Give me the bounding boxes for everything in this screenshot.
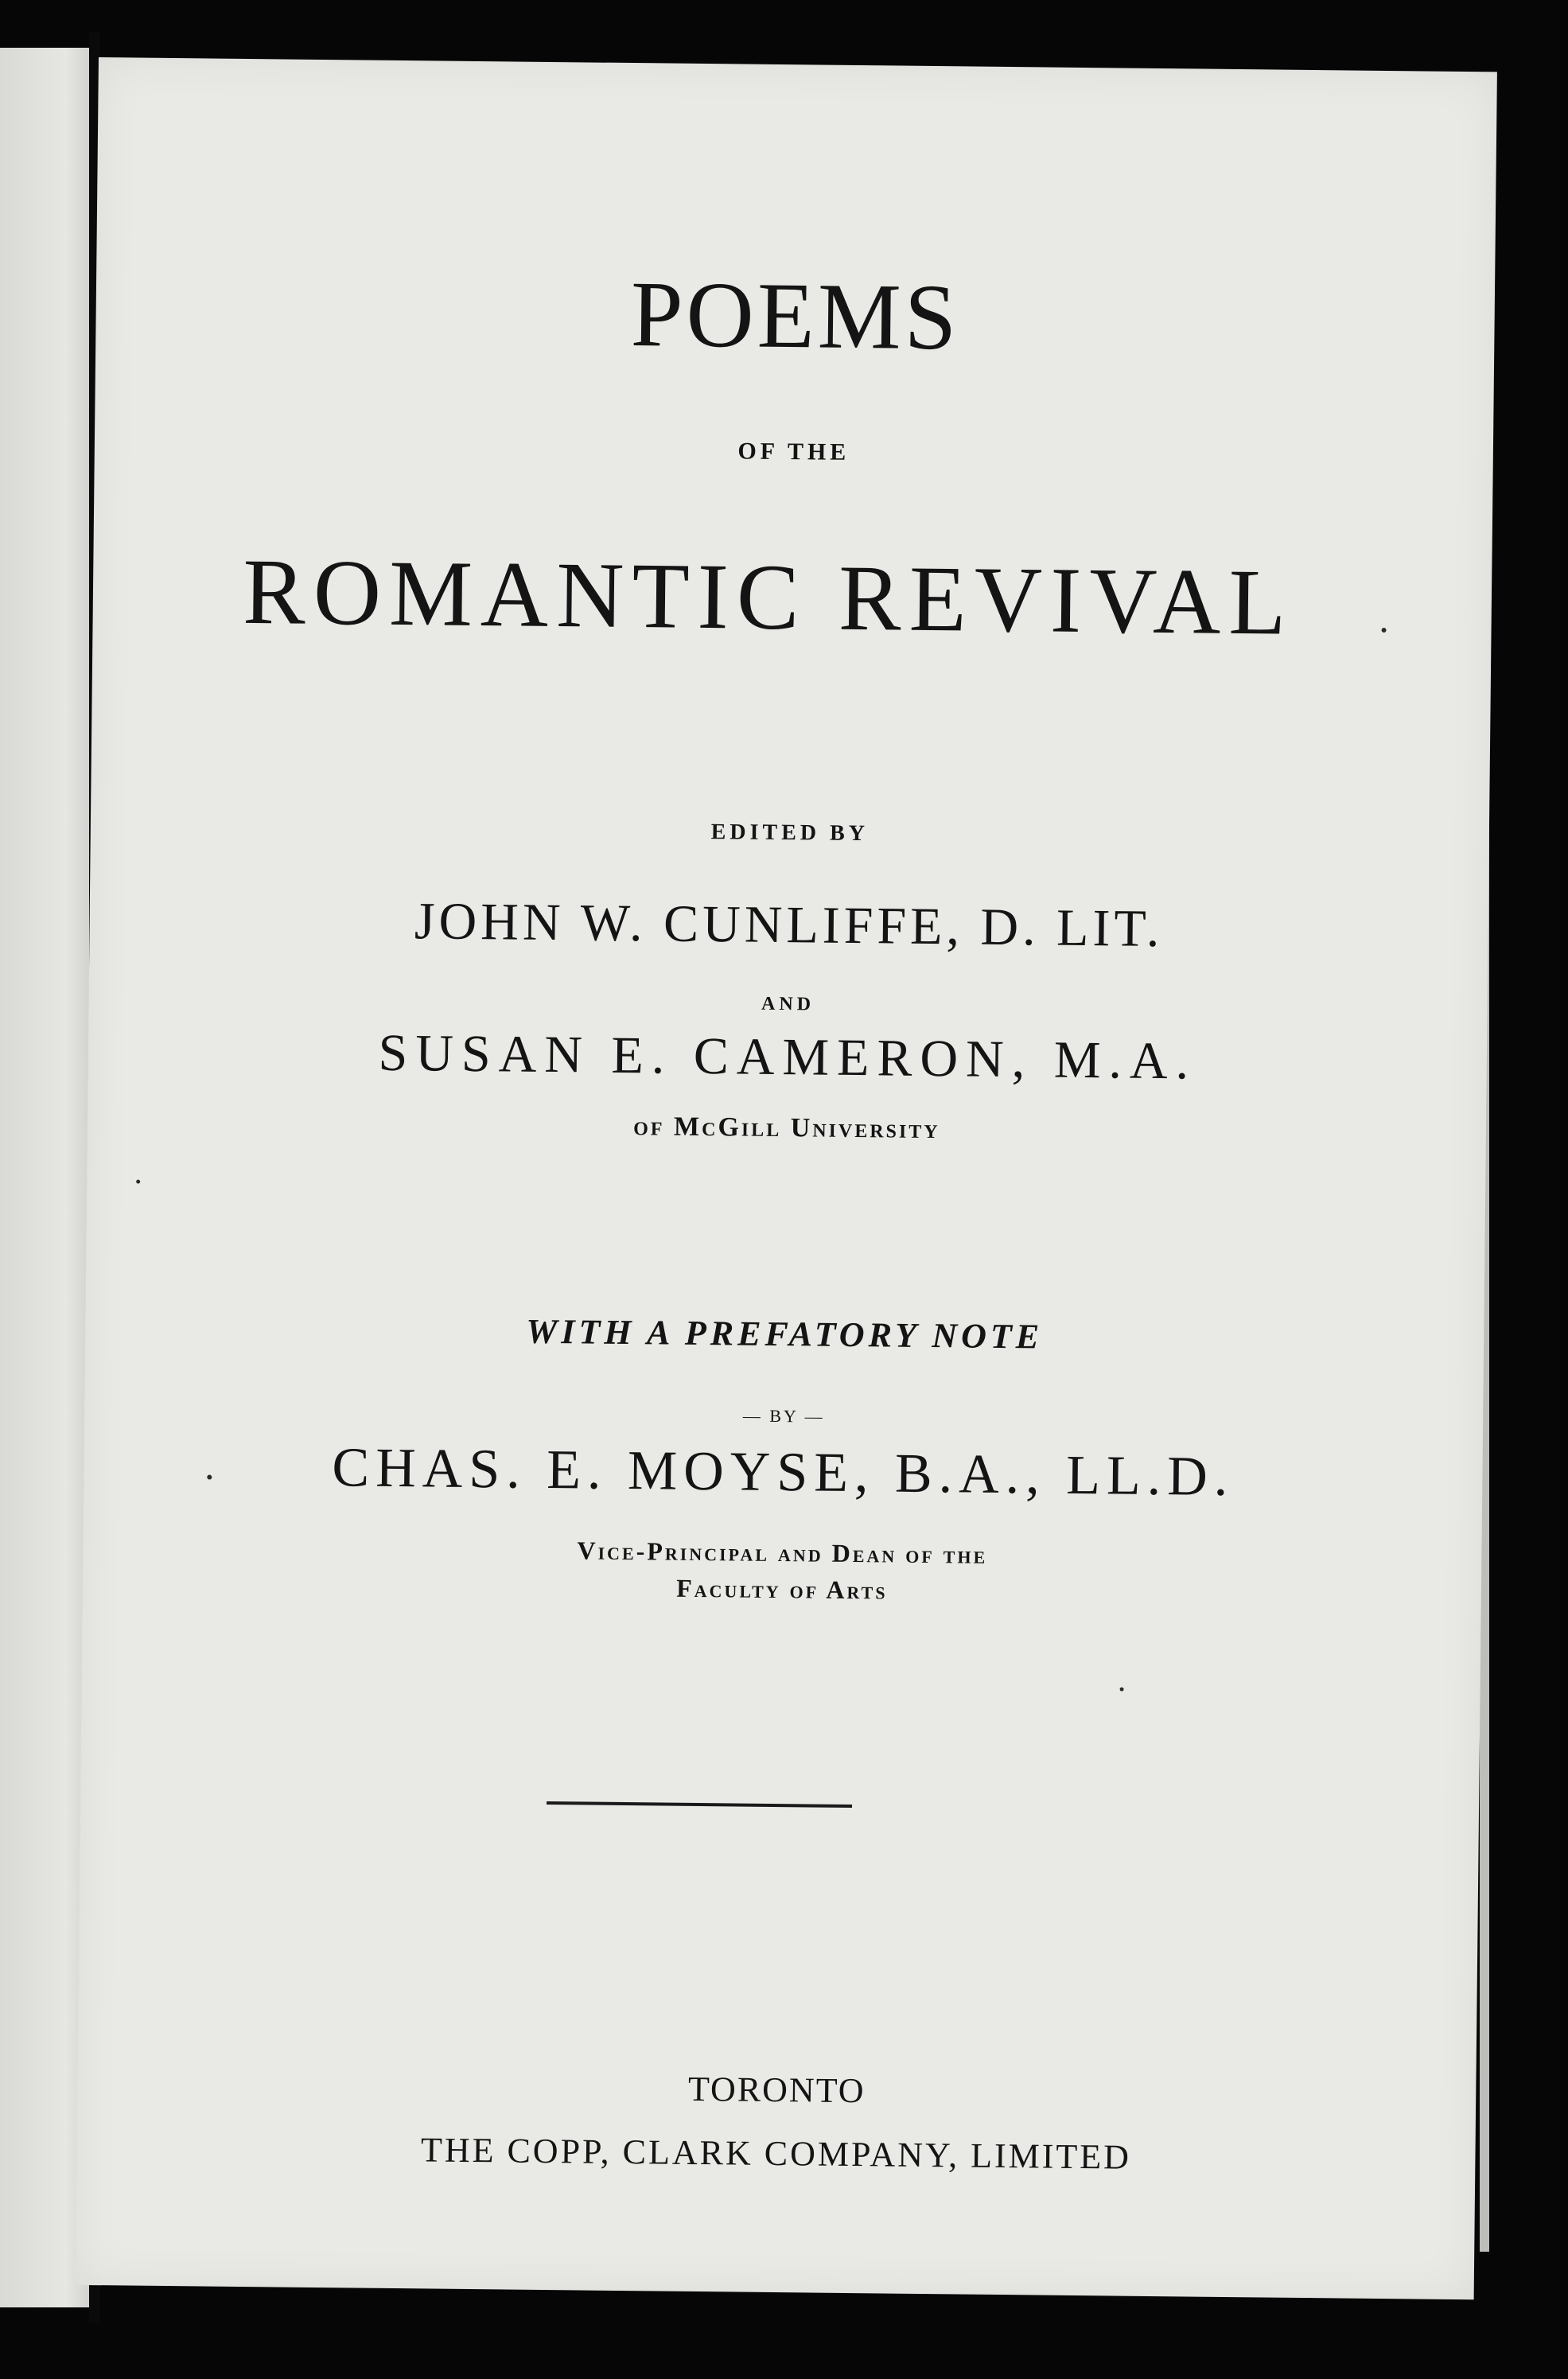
publisher-name: THE COPP, CLARK COMPANY, LIMITED	[420, 2130, 1132, 2177]
author-role: Vice-Principal and Dean of the	[577, 1536, 988, 1569]
editor-name: SUSAN E. CAMERON, M.A.	[378, 1023, 1197, 1091]
prefatory-author: CHAS. E. MOYSE, B.A., LL.D.	[332, 1437, 1235, 1509]
dust-speck	[1120, 1688, 1124, 1692]
dust-speck	[1382, 628, 1387, 633]
publication-place: TORONTO	[687, 2069, 866, 2111]
book-subtitle: ROMANTIC REVIVAL	[242, 539, 1295, 655]
dust-speck	[207, 1475, 212, 1480]
dust-speck	[136, 1180, 140, 1184]
editor-affiliation: of McGill University	[633, 1112, 940, 1145]
and-label: AND	[761, 993, 815, 1015]
author-role: Faculty of Arts	[676, 1573, 888, 1605]
book-title: POEMS	[630, 262, 961, 370]
edited-by-label: EDITED BY	[710, 820, 870, 847]
title-connector: OF THE	[737, 438, 850, 465]
prefatory-note-label: WITH A PREFATORY NOTE	[526, 1311, 1044, 1357]
editor-name: JOHN W. CUNLIFFE, D. LIT.	[414, 892, 1164, 959]
by-label: — BY —	[742, 1405, 825, 1427]
title-page	[76, 57, 1497, 2299]
horizontal-rule	[547, 1801, 852, 1808]
